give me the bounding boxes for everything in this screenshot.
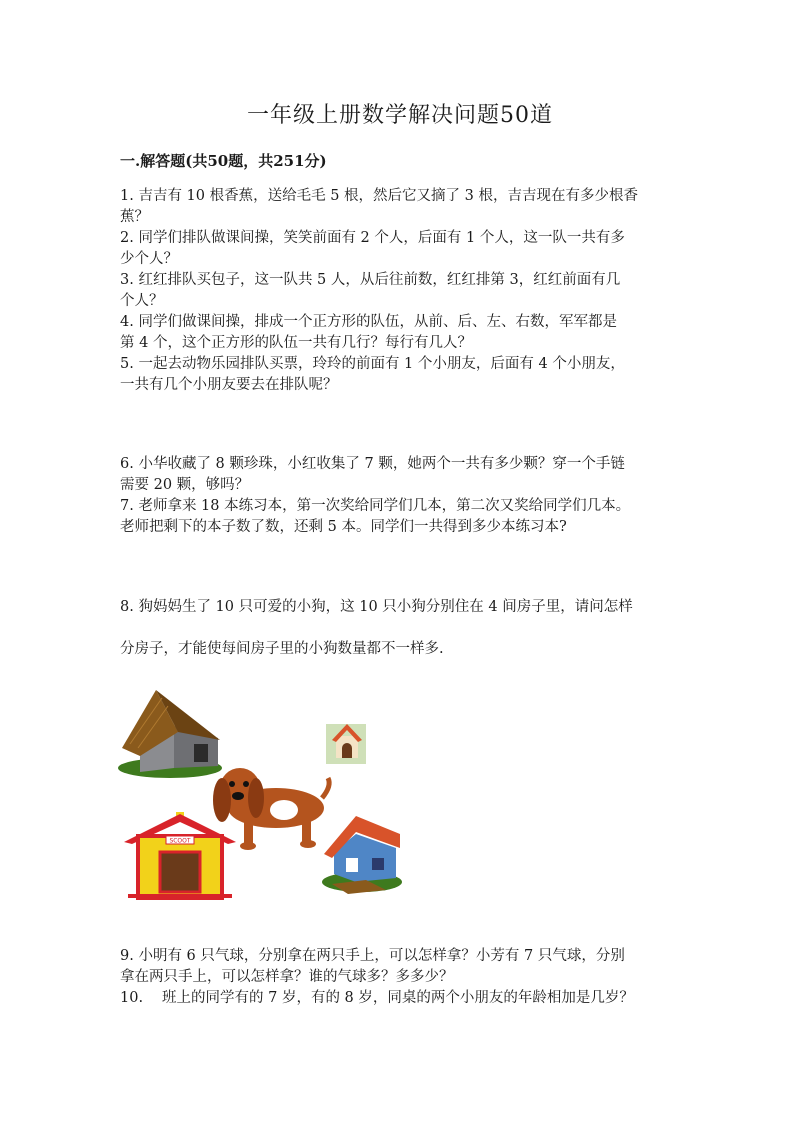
section-heading: 一.解答题(共50题，共251分) — [120, 152, 327, 170]
question-number: 10. — [120, 990, 144, 1006]
question-line: 7. 老师拿来 18 本练习本，第一次奖给同学们几本，第二次又奖给同学们几本。 — [120, 498, 631, 514]
blue-house-icon — [322, 816, 402, 894]
question-4 — [120, 312, 680, 354]
question-6 — [120, 454, 680, 496]
question-line: 需要 20 颗，够吗？ — [120, 477, 250, 493]
question-line: 6. 小华收藏了 8 颗珍珠，小红收集了 7 颗，她两个一共有多少颗？穿一个手链 — [120, 456, 625, 472]
question-line: 分房子，才能使每间房子里的小狗数量都不一样多. — [120, 641, 444, 657]
question-9 — [120, 946, 680, 988]
question-line: 4. 同学们做课间操，排成一个正方形的队伍，从前、后、左、右数，军军都是 — [120, 314, 617, 330]
small-kennel-icon — [326, 724, 366, 764]
question-line — [120, 988, 680, 1009]
question-8 — [120, 586, 680, 670]
kennel-sign: SCOOT — [169, 837, 191, 845]
yellow-kennel-icon — [124, 812, 236, 898]
question-line: 9. 小明有 6 只气球，分别拿在两只手上，可以怎样拿？小芳有 7 只气球，分别 — [120, 948, 625, 964]
question-line: 8. 狗妈妈生了 10 只可爱的小狗，这 10 只小狗分别住在 4 间房子里，请问怎样 — [120, 599, 633, 615]
question-line: 一共有几个小朋友要去在排队呢？ — [120, 377, 338, 393]
question-7 — [120, 496, 680, 538]
page-title: 一年级上册数学解决问题50道 — [247, 103, 553, 128]
question-line: 蕉？ — [120, 209, 149, 225]
question-line: 5. 一起去动物乐园排队买票，玲玲的前面有 1 个小朋友，后面有 4 个小朋友， — [120, 356, 625, 372]
brick-house-icon — [118, 690, 222, 778]
question-text: 班上的同学有的 7 岁，有的 8 岁，同桌的两个小朋友的年龄相加是几岁？ — [162, 990, 634, 1006]
question-3 — [120, 270, 680, 312]
question-line: 3. 红红排队买包子，这一队共 5 人，从后往前数，红红排第 3，红红前面有几 — [120, 272, 621, 288]
question-line: 个人？ — [120, 293, 164, 309]
question-5 — [120, 354, 680, 396]
question-line: 1. 吉吉有 10 根香蕉，送给毛毛 5 根，然后它又摘了 3 根，吉吉现在有多少根香 — [120, 188, 638, 204]
question-2 — [120, 228, 680, 270]
question-line: 2. 同学们排队做课间操，笑笑前面有 2 个人，后面有 1 个人，这一队一共有多 — [120, 230, 625, 246]
question-line: 老师把剩下的本子数了数，还剩 5 本。同学们一共得到多少本练习本? — [120, 519, 567, 535]
question-line: 少个人？ — [120, 251, 178, 267]
question-1 — [120, 186, 680, 228]
question-line: 第 4 个，这个正方形的队伍一共有几行？每行有几人？ — [120, 335, 472, 351]
dog-icon — [213, 768, 329, 850]
question-10 — [120, 988, 680, 1009]
question-line: 拿在两只手上，可以怎样拿？谁的气球多？多多少？ — [120, 969, 454, 985]
dog-houses-illustration — [118, 686, 408, 908]
